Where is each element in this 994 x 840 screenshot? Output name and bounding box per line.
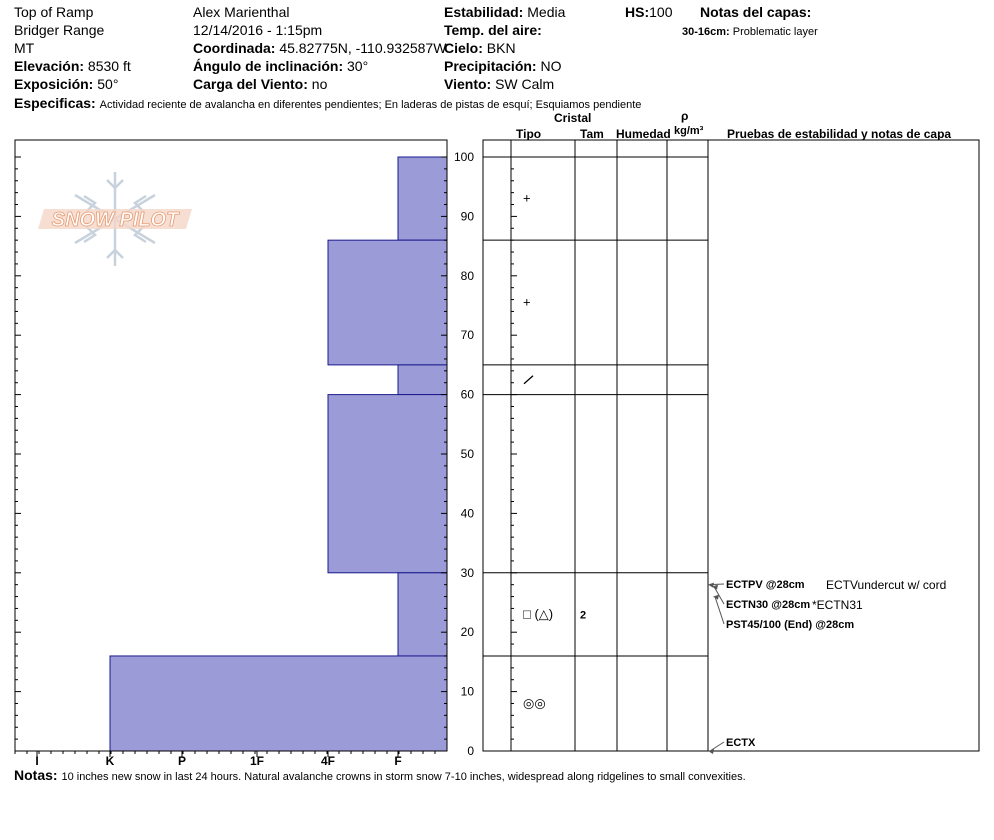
tests-header: Pruebas de estabilidad y notas de capa xyxy=(727,127,952,141)
x-tick-label: K xyxy=(105,754,115,768)
coordinate-label: Coordinada: xyxy=(193,40,276,56)
hs-value: 100 xyxy=(649,4,673,20)
wind-load-value: no xyxy=(311,76,328,92)
precip-value: NO xyxy=(540,58,562,74)
y-tick-label: 70 xyxy=(460,328,474,343)
notes-text: 10 inches new snow in last 24 hours. Natural avalanche crowns in storm snow 7-10 inches, widespread along ridgelines to small convexities. xyxy=(61,771,746,783)
test-arrowhead xyxy=(708,749,714,754)
observation-datetime: 12/14/2016 - 1:15pm xyxy=(193,22,323,38)
grain-symbol: □ (△) xyxy=(523,606,554,622)
sky-label: Cielo: xyxy=(444,40,483,56)
specifics-text: Actividad reciente de avalancha en diferentes pendientes; En laderas de pistas de esquí; Esquiamos pendiente xyxy=(99,99,642,111)
state-name: MT xyxy=(14,40,35,56)
layer-note-text: Problematic layer xyxy=(732,26,818,38)
notes-row xyxy=(14,767,746,785)
x-tick-label: 4F xyxy=(320,754,336,768)
test-result: PST45/100 (End) @28cm xyxy=(726,619,855,631)
moisture-header: Humedad xyxy=(616,127,671,141)
slope-value: 30° xyxy=(347,58,369,74)
snowpilot-logo xyxy=(38,172,192,266)
specifics-label: Especificas: xyxy=(14,95,96,111)
hardness-bar xyxy=(398,157,447,240)
test-result: ECTN30 @28cm xyxy=(726,599,811,611)
density-unit-header: kg/m³ xyxy=(674,125,704,137)
test-note: ECTVundercut w/ cord xyxy=(826,578,947,592)
grain-symbol: + xyxy=(523,190,531,206)
aspect-value: 50° xyxy=(97,76,119,92)
y-tick-label: 10 xyxy=(460,684,474,699)
grain-symbol: + xyxy=(523,294,531,310)
slope-label: Ángulo de inclinación: xyxy=(193,58,344,74)
notes-label: Notas: xyxy=(14,767,58,783)
y-tick-label: 100 xyxy=(453,150,474,164)
y-tick-label: 0 xyxy=(467,744,474,758)
test-note: *ECTN31 xyxy=(812,598,863,612)
hardness-bar xyxy=(398,365,447,395)
aspect-label: Exposición: xyxy=(14,76,94,92)
coordinate-value: 45.82775N, -110.932587W xyxy=(279,40,447,56)
layer-notes-title: Notas del capas: xyxy=(700,4,812,20)
hs-label: HS: xyxy=(625,4,650,20)
hardness-bar xyxy=(328,240,447,365)
grain-symbol xyxy=(524,376,533,384)
size-header: Tam xyxy=(580,127,604,141)
range-name: Bridger Range xyxy=(14,22,105,38)
stability-label: Estabilidad: xyxy=(444,4,524,20)
x-tick-label: 1F xyxy=(249,754,265,768)
wind-load-label: Carga del Viento: xyxy=(193,76,308,92)
grain-symbol: ◎◎ xyxy=(523,695,546,711)
x-tick-label: I xyxy=(35,754,39,768)
crystal-table-frame xyxy=(483,140,979,751)
precip-label: Precipitación: xyxy=(444,58,537,74)
y-tick-label: 30 xyxy=(460,565,474,580)
hardness-bar xyxy=(328,395,447,573)
grain-size: 2 xyxy=(580,609,587,622)
y-tick-label: 50 xyxy=(460,447,474,461)
crystal-header: Cristal xyxy=(554,111,592,125)
rho-header: ρ xyxy=(681,109,689,123)
test-result: ECTX xyxy=(726,737,756,749)
x-tick-label: P xyxy=(177,754,187,768)
type-header: Tipo xyxy=(516,127,542,141)
y-tick-label: 20 xyxy=(460,625,474,640)
elevation-label: Elevación: xyxy=(14,58,85,74)
y-tick-label: 80 xyxy=(460,268,474,283)
test-result: ECTPV @28cm xyxy=(726,579,805,591)
y-tick-label: 90 xyxy=(460,209,474,224)
stability-value: Media xyxy=(527,4,566,20)
sky-value: BKN xyxy=(486,40,516,56)
y-tick-label: 60 xyxy=(460,387,474,402)
wind-value: SW Calm xyxy=(495,76,555,92)
elevation-value: 8530 ft xyxy=(87,58,131,74)
x-tick-label: F xyxy=(394,754,402,768)
observer-name: Alex Marienthal xyxy=(193,4,290,20)
test-arrow xyxy=(714,587,724,604)
hardness-bar xyxy=(110,656,447,751)
wind-label: Viento: xyxy=(444,76,492,92)
air-temp-label: Temp. del aire: xyxy=(444,22,542,38)
layer-note-depth: 30-16cm: xyxy=(682,26,730,38)
location-name: Top of Ramp xyxy=(14,4,94,20)
logo-text: SNOW PILOT xyxy=(51,209,179,231)
hardness-bar xyxy=(398,573,447,656)
y-tick-label: 40 xyxy=(460,506,474,521)
